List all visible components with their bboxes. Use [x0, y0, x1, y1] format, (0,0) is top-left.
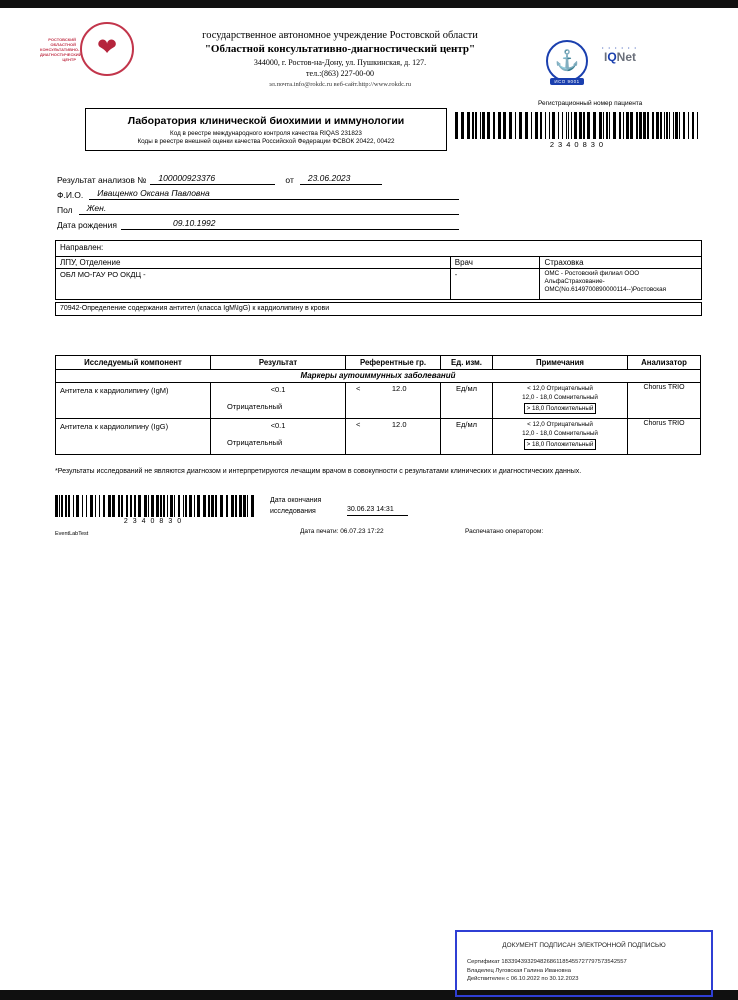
result-date-value: 23.06.2023 [300, 173, 382, 185]
group-title: Маркеры аутоиммунных заболеваний [56, 370, 701, 383]
iqnet-i: I [603, 50, 608, 64]
from-label: от [285, 175, 294, 185]
logo-caption-line: ОБЛАСТНОЙ [50, 41, 76, 47]
component-cell: Антитела к кардиолипину (IgG) [56, 419, 211, 455]
logo-caption-line: ДИАГНОСТИЧЕСКИЙ [40, 51, 82, 57]
header-notes: Примечания [493, 356, 628, 370]
note-line: 12,0 - 18,0 Сомнительный [522, 394, 598, 402]
iqnet-dots: • • • • • • [602, 45, 638, 50]
reference-inner [348, 384, 438, 393]
reference-value: 12.0 [391, 420, 407, 429]
signature-details [467, 958, 701, 984]
result-row-igm [56, 383, 701, 419]
registration-number-label: Регистрационный номер пациента [538, 100, 643, 107]
insurance-line: АльфаСтрахование- [544, 277, 605, 285]
insurance-line: ОМС - Ростовский филиал ООО [544, 270, 640, 277]
footer-barcode [55, 495, 255, 517]
patient-info [57, 170, 459, 230]
org-address: 344000, г. Ростов-на-Дону, ул. Пушкинская, д. 127. [253, 58, 427, 67]
signature-validity: Действителен с 06.10.2022 по 30.12.2023 [467, 976, 579, 983]
header-analyzer: Анализатор [628, 356, 701, 370]
certification-logos [546, 40, 706, 85]
notes-cell [493, 383, 628, 419]
header-component: Исследуемый компонент [56, 356, 211, 370]
notes-cell [493, 419, 628, 455]
result-number-row [57, 170, 459, 185]
reference-cell [346, 419, 441, 455]
print-date: Дата печати: 06.07.23 17:22 [300, 528, 384, 535]
signature-title: ДОКУМЕНТ ПОДПИСАН ЭЛЕКТРОННОЙ ПОДПИСЬЮ [502, 942, 666, 949]
referral-insurance-value [539, 269, 701, 299]
logo-caption-line: РОСТОВСКИЙ [48, 36, 76, 42]
result-cell [211, 383, 346, 419]
referral-value-row [56, 268, 701, 299]
lab-title: Лаборатория клинической биохимии и иммунологии [127, 115, 405, 127]
lab-fsvok-line: Коды в реестре внешней оценки качества Российской Федерации ФСВОК 20422, 00422 [137, 138, 395, 145]
disclaimer-text: *Результаты исследований не являются диагнозом и интерпретируются лечащим врачом в совокупности с результатами клинических и диагностических данных. [55, 468, 582, 475]
result-number-label: Результат анализов № [57, 175, 147, 185]
iso-ribbon-label: ИСО 9001 [550, 78, 583, 85]
name-label: Ф.И.О. [57, 190, 84, 200]
referral-col-insurance: Страховка [539, 257, 701, 268]
logo-caption-line: КОНСУЛЬТАТИВНО- [40, 46, 80, 52]
reference-cell [346, 383, 441, 419]
result-number-value: 100000923376 [150, 173, 275, 185]
referral-caption: Направлен: [60, 243, 104, 252]
reference-op: < [356, 384, 361, 393]
patient-name-value: Иващенко Оксана Павловна [89, 188, 459, 200]
patient-name-row [57, 185, 459, 200]
iqnet-text [604, 50, 636, 64]
reference-op: < [356, 420, 361, 429]
iso-circle [546, 40, 588, 82]
org-contacts: эл.почта.info@rokdc.ru веб-сайт.http://www.rokdc.ru [268, 81, 412, 88]
unit-cell: Ед/мл [441, 383, 493, 419]
electronic-signature-stamp [455, 930, 713, 997]
org-header [142, 30, 538, 88]
document-page [0, 8, 738, 990]
service-row: 70942-Определение содержания антител (класса IgM\IgG) к кардиолипину в крови [55, 302, 702, 316]
result-text: Отрицательный [227, 438, 283, 447]
patient-barcode-number: 2340830 [549, 140, 608, 149]
result-value: <0.1 [270, 421, 286, 430]
patient-birth-value: 09.10.1992 [121, 218, 459, 230]
referral-table [55, 240, 702, 300]
results-table [55, 355, 701, 455]
note-line-positive: > 18,0 Положительный [524, 403, 597, 414]
clinic-logo-circle [80, 22, 134, 76]
referral-col-doctor: Врач [450, 257, 540, 268]
lab-title-box [85, 108, 447, 151]
sex-label: Пол [57, 205, 73, 215]
referral-col-lpu: ЛПУ, Отделение [60, 258, 121, 267]
signature-owner: Владелец Луговская Галина Ивановна [467, 967, 571, 974]
iqnet-q: Q [607, 50, 617, 64]
logo-caption-line: ЦЕНТР [62, 56, 76, 62]
footer-block [55, 495, 703, 545]
note-line: < 12,0 Отрицательный [527, 385, 593, 392]
org-name-line1: государственное автономное учреждение Ростовской области [202, 30, 478, 41]
component-cell: Антитела к кардиолипину (IgM) [56, 383, 211, 419]
birth-label: Дата рождения [57, 220, 117, 230]
header-unit: Ед. изм. [441, 356, 493, 370]
referral-header-row [56, 256, 701, 268]
end-date-label-line2: исследования [270, 507, 316, 515]
clinic-logo [40, 22, 134, 76]
result-row-igg [56, 419, 701, 455]
patient-barcode [455, 112, 702, 139]
result-value: <0.1 [270, 385, 286, 394]
end-date-label-line1: Дата окончания [270, 497, 322, 504]
org-phone: тел.:(863) 227-00-00 [306, 69, 374, 78]
results-group-row [56, 370, 701, 383]
org-name-line2: "Областной консультативно-диагностический центр" [204, 43, 476, 55]
patient-sex-row [57, 200, 459, 215]
signature-cert: Сертификат 183394393294826861185455727797573542557 [467, 959, 627, 965]
iqnet-logo [602, 40, 638, 64]
end-date-value: 30.06.23 14:31 [347, 506, 408, 516]
reference-inner [348, 420, 438, 429]
insurance-line: ОМС(No.6149700890000114--)Ростовская [544, 285, 667, 293]
iqnet-net: Net [616, 50, 636, 64]
result-text: Отрицательный [227, 402, 283, 411]
analyzer-cell: Chorus TRIO [628, 383, 701, 419]
patient-birth-row [57, 215, 459, 230]
note-line: < 12,0 Отрицательный [527, 421, 593, 428]
result-cell [211, 419, 346, 455]
analyzer-cell: Chorus TRIO [628, 419, 701, 455]
end-date-label [270, 496, 321, 517]
reference-value: 12.0 [391, 384, 407, 393]
referral-doctor-value: - [450, 269, 540, 299]
header-reference: Референтные гр. [346, 356, 441, 370]
iso-9001-emblem [546, 40, 588, 85]
operator-label: Распечатано оператором: [465, 528, 544, 535]
clinic-logo-caption [40, 36, 82, 62]
lab-riqas-line: Код в реестре международного контроля качества RIQAS 231823 [170, 130, 362, 137]
note-line-positive: > 18,0 Положительный [524, 439, 597, 450]
unit-cell: Ед/мл [441, 419, 493, 455]
eventlab-text: EventLabTest [55, 531, 89, 537]
header-result: Результат [211, 356, 346, 370]
heart-icon: ❤ [96, 34, 118, 61]
note-line: 12,0 - 18,0 Сомнительный [522, 430, 598, 438]
footer-barcode-number: 2340830 [123, 518, 187, 525]
referral-lpu-value: ОБЛ МО-ГАУ РО ОКДЦ - [60, 270, 146, 279]
results-header-row [56, 356, 701, 370]
patient-sex-value: Жен. [79, 203, 459, 215]
anchor-icon: ⚓ [554, 50, 580, 72]
